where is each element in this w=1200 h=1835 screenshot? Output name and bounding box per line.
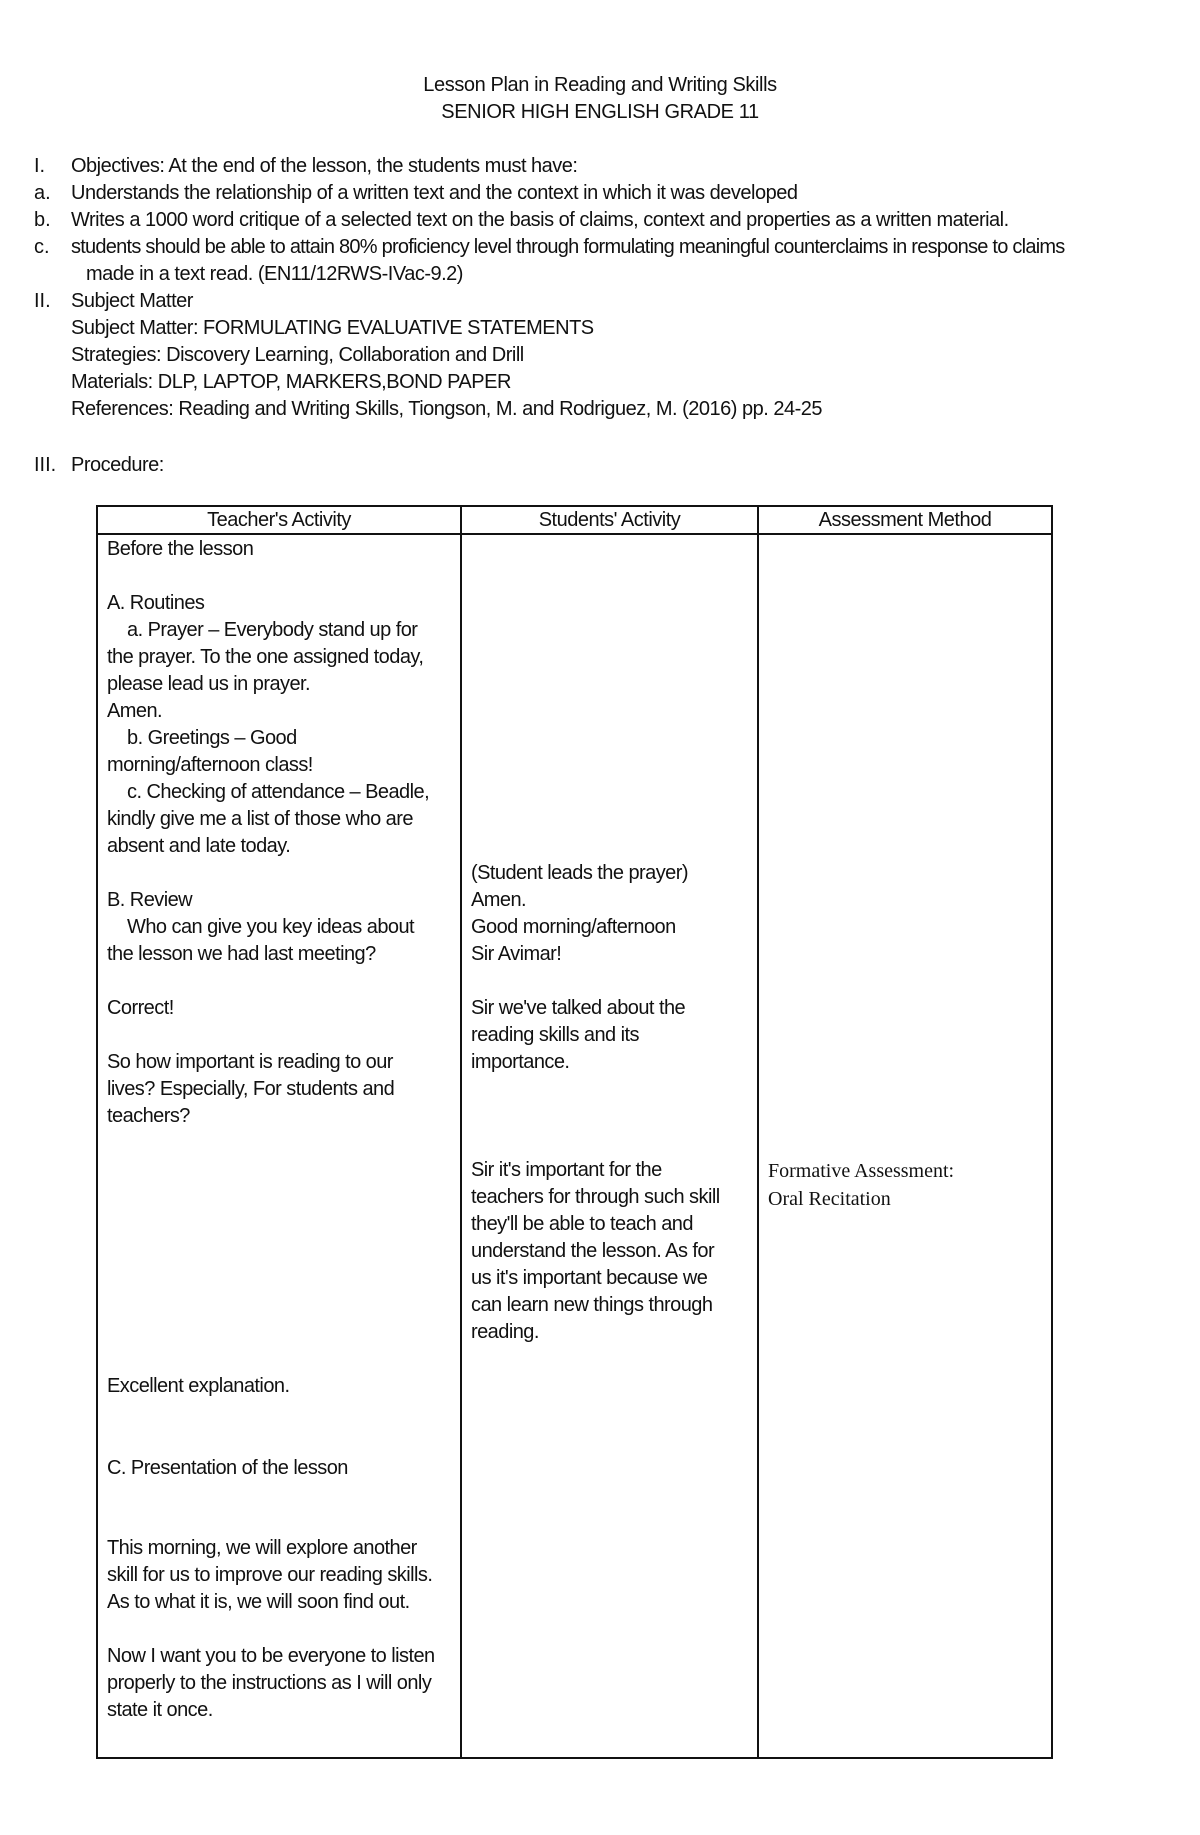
student-greeting-line-2: Sir Avimar! xyxy=(471,943,562,965)
student-greeting-line-1: Good morning/afternoon xyxy=(471,916,676,938)
student-review-line-1: Sir we've talked about the xyxy=(471,997,686,1019)
teacher-attendance-line-2: kindly give me a list of those who are xyxy=(107,808,413,830)
teacher-review-line-1: Who can give you key ideas about xyxy=(107,916,415,938)
objectives-heading: Objectives: At the end of the lesson, the students must have: xyxy=(71,155,578,177)
objective-marker-c: c. xyxy=(34,236,50,258)
document-subtitle: SENIOR HIGH ENGLISH GRADE 11 xyxy=(441,101,759,123)
teacher-presentation-line-1: This morning, we will explore another xyxy=(107,1537,417,1559)
subject-matter-heading: Subject Matter xyxy=(71,290,193,312)
objective-a: Understands the relationship of a written text and the context in which it was developed xyxy=(71,182,798,204)
teacher-instructions-line-2: properly to the instructions as I will only xyxy=(107,1672,432,1694)
table-col-divider-1 xyxy=(460,505,462,1759)
student-answer-line-1: Sir it's important for the xyxy=(471,1159,662,1181)
student-answer-line-6: can learn new things through xyxy=(471,1294,713,1316)
header-assessment-method: Assessment Method xyxy=(818,509,992,531)
teacher-review-heading: B. Review xyxy=(107,889,193,911)
section-marker-procedure: III. xyxy=(34,454,57,476)
student-answer-line-2: teachers for through such skill xyxy=(471,1186,720,1208)
assessment-method: Oral Recitation xyxy=(768,1188,891,1210)
student-review-line-2: reading skills and its xyxy=(471,1024,639,1046)
objective-c: students should be able to attain 80% proficiency level through formulating meaningful counterclaims in response to claims xyxy=(71,236,1065,258)
subject-matter-strategies: Strategies: Discovery Learning, Collaboration and Drill xyxy=(71,344,524,366)
teacher-review-line-2: the lesson we had last meeting? xyxy=(107,943,376,965)
teacher-instructions-line-1: Now I want you to be everyone to listen xyxy=(107,1645,435,1667)
header-teachers-activity: Teacher's Activity xyxy=(207,509,351,531)
table-bottom-border xyxy=(96,1757,1052,1759)
teacher-amen: Amen. xyxy=(107,700,163,722)
student-answer-line-4: understand the lesson. As for xyxy=(471,1240,715,1262)
table-left-border xyxy=(96,505,98,1759)
assessment-type: Formative Assessment: xyxy=(768,1160,955,1182)
teacher-prayer-line-3: please lead us in prayer. xyxy=(107,673,311,695)
section-marker-objectives: I. xyxy=(34,155,46,177)
teacher-excellent: Excellent explanation. xyxy=(107,1375,290,1397)
subject-matter-references: References: Reading and Writing Skills, Tiongson, M. and Rodriguez, M. (2016) pp. 24-25 xyxy=(71,398,822,420)
teacher-question-line-2: lives? Especially, For students and xyxy=(107,1078,395,1100)
teacher-routines-heading: A. Routines xyxy=(107,592,205,614)
subject-matter-materials: Materials: DLP, LAPTOP, MARKERS,BOND PAPER xyxy=(71,371,511,393)
header-students-activity: Students' Activity xyxy=(538,509,681,531)
procedure-heading: Procedure: xyxy=(71,454,164,476)
teacher-greetings-line-2: morning/afternoon class! xyxy=(107,754,313,776)
teacher-prayer-line-2: the prayer. To the one assigned today, xyxy=(107,646,424,668)
document-title: Lesson Plan in Reading and Writing Skills xyxy=(423,74,777,96)
teacher-presentation-line-2: skill for us to improve our reading skills. xyxy=(107,1564,433,1586)
section-marker-subject-matter: II. xyxy=(34,290,51,312)
teacher-question-line-1: So how important is reading to our xyxy=(107,1051,393,1073)
teacher-before-lesson: Before the lesson xyxy=(107,538,254,560)
teacher-presentation-line-3: As to what it is, we will soon find out. xyxy=(107,1591,410,1613)
teacher-greetings-line-1: b. Greetings – Good xyxy=(107,727,297,749)
teacher-presentation-heading: C. Presentation of the lesson xyxy=(107,1457,348,1479)
student-answer-line-5: us it's important because we xyxy=(471,1267,708,1289)
student-amen: Amen. xyxy=(471,889,527,911)
objective-c-continuation: made in a text read. (EN11/12RWS-IVac-9.2) xyxy=(86,263,463,285)
teacher-instructions-line-3: state it once. xyxy=(107,1699,213,1721)
student-answer-line-3: they'll be able to teach and xyxy=(471,1213,693,1235)
objective-marker-a: a. xyxy=(34,182,51,204)
student-prayer: (Student leads the prayer) xyxy=(471,862,688,884)
teacher-attendance-line-1: c. Checking of attendance – Beadle, xyxy=(107,781,430,803)
objective-b: Writes a 1000 word critique of a selected text on the basis of claims, context and properties as a written material. xyxy=(71,209,1009,231)
objective-marker-b: b. xyxy=(34,209,51,231)
subject-matter-topic: Subject Matter: FORMULATING EVALUATIVE STATEMENTS xyxy=(71,317,594,339)
table-col-divider-2 xyxy=(757,505,759,1759)
student-answer-line-7: reading. xyxy=(471,1321,539,1343)
teacher-question-line-3: teachers? xyxy=(107,1105,190,1127)
teacher-prayer-line-1: a. Prayer – Everybody stand up for xyxy=(107,619,418,641)
student-review-line-3: importance. xyxy=(471,1051,570,1073)
teacher-correct: Correct! xyxy=(107,997,174,1019)
teacher-attendance-line-3: absent and late today. xyxy=(107,835,291,857)
table-right-border xyxy=(1051,505,1053,1759)
